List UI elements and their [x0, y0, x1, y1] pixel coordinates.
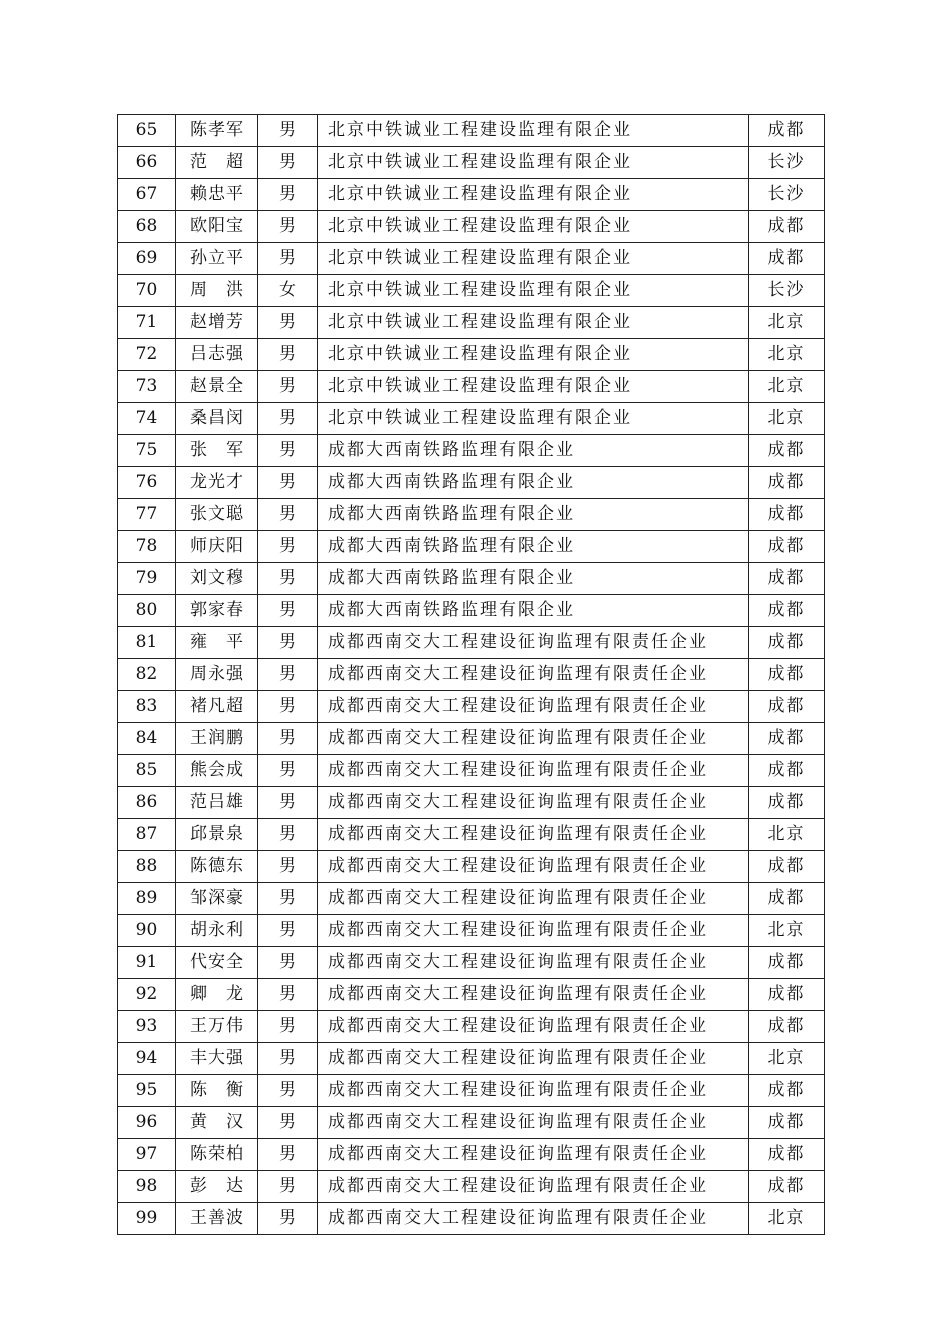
person-name-cell: 黄 汉 — [176, 1107, 258, 1139]
table-row — [118, 339, 825, 371]
row-number-cell: 95 — [118, 1075, 176, 1107]
gender-cell: 男 — [258, 403, 318, 435]
company-cell: 成都西南交大工程建设征询监理有限责任企业 — [318, 787, 749, 819]
company-cell: 成都西南交大工程建设征询监理有限责任企业 — [318, 883, 749, 915]
gender-cell: 男 — [258, 1171, 318, 1203]
row-number-cell: 98 — [118, 1171, 176, 1203]
city-cell: 北京 — [749, 371, 825, 403]
person-name-cell: 陈孝军 — [176, 115, 258, 147]
table-row — [118, 1043, 825, 1075]
table-row — [118, 1075, 825, 1107]
person-name-cell: 卿 龙 — [176, 979, 258, 1011]
gender-cell: 男 — [258, 147, 318, 179]
company-cell: 北京中铁诚业工程建设监理有限企业 — [318, 147, 749, 179]
row-number-cell: 85 — [118, 755, 176, 787]
row-number-cell: 91 — [118, 947, 176, 979]
row-number-cell: 67 — [118, 179, 176, 211]
table-row — [118, 883, 825, 915]
row-number-cell: 69 — [118, 243, 176, 275]
person-name-cell: 张 军 — [176, 435, 258, 467]
company-cell: 北京中铁诚业工程建设监理有限企业 — [318, 211, 749, 243]
person-name-cell: 熊会成 — [176, 755, 258, 787]
person-name-cell: 周永强 — [176, 659, 258, 691]
person-name-cell: 丰大强 — [176, 1043, 258, 1075]
table-row — [118, 275, 825, 307]
person-name-cell: 陈 衡 — [176, 1075, 258, 1107]
company-cell: 北京中铁诚业工程建设监理有限企业 — [318, 339, 749, 371]
row-number-cell: 79 — [118, 563, 176, 595]
city-cell: 成都 — [749, 723, 825, 755]
person-name-cell: 代安全 — [176, 947, 258, 979]
gender-cell: 男 — [258, 883, 318, 915]
city-cell: 成都 — [749, 595, 825, 627]
person-name-cell: 陈德东 — [176, 851, 258, 883]
table-row — [118, 915, 825, 947]
gender-cell: 男 — [258, 755, 318, 787]
row-number-cell: 97 — [118, 1139, 176, 1171]
person-name-cell: 邹深豪 — [176, 883, 258, 915]
city-cell: 北京 — [749, 339, 825, 371]
person-name-cell: 王润鹏 — [176, 723, 258, 755]
gender-cell: 男 — [258, 819, 318, 851]
city-cell: 成都 — [749, 851, 825, 883]
row-number-cell: 90 — [118, 915, 176, 947]
person-name-cell: 桑昌闵 — [176, 403, 258, 435]
company-cell: 成都大西南铁路监理有限企业 — [318, 467, 749, 499]
gender-cell: 男 — [258, 627, 318, 659]
company-cell: 成都西南交大工程建设征询监理有限责任企业 — [318, 979, 749, 1011]
company-cell: 成都西南交大工程建设征询监理有限责任企业 — [318, 659, 749, 691]
city-cell: 成都 — [749, 243, 825, 275]
person-name-cell: 王善波 — [176, 1203, 258, 1235]
row-number-cell: 89 — [118, 883, 176, 915]
city-cell: 成都 — [749, 115, 825, 147]
table-row — [118, 1171, 825, 1203]
person-name-cell: 吕志强 — [176, 339, 258, 371]
company-cell: 成都大西南铁路监理有限企业 — [318, 499, 749, 531]
person-name-cell: 范 超 — [176, 147, 258, 179]
city-cell: 北京 — [749, 403, 825, 435]
company-cell: 成都大西南铁路监理有限企业 — [318, 563, 749, 595]
city-cell: 成都 — [749, 979, 825, 1011]
gender-cell: 男 — [258, 211, 318, 243]
table-row — [118, 403, 825, 435]
row-number-cell: 70 — [118, 275, 176, 307]
table-row — [118, 435, 825, 467]
person-name-cell: 欧阳宝 — [176, 211, 258, 243]
row-number-cell: 72 — [118, 339, 176, 371]
table-row — [118, 723, 825, 755]
table-row — [118, 595, 825, 627]
city-cell: 成都 — [749, 563, 825, 595]
gender-cell: 男 — [258, 691, 318, 723]
city-cell: 成都 — [749, 499, 825, 531]
gender-cell: 男 — [258, 243, 318, 275]
city-cell: 北京 — [749, 915, 825, 947]
row-number-cell: 87 — [118, 819, 176, 851]
row-number-cell: 71 — [118, 307, 176, 339]
company-cell: 成都大西南铁路监理有限企业 — [318, 531, 749, 563]
gender-cell: 男 — [258, 371, 318, 403]
company-cell: 成都西南交大工程建设征询监理有限责任企业 — [318, 755, 749, 787]
gender-cell: 男 — [258, 947, 318, 979]
gender-cell: 女 — [258, 275, 318, 307]
person-name-cell: 郭家春 — [176, 595, 258, 627]
table-row — [118, 627, 825, 659]
company-cell: 成都西南交大工程建设征询监理有限责任企业 — [318, 947, 749, 979]
company-cell: 成都西南交大工程建设征询监理有限责任企业 — [318, 851, 749, 883]
company-cell: 成都西南交大工程建设征询监理有限责任企业 — [318, 1011, 749, 1043]
table-row — [118, 851, 825, 883]
roster-table — [117, 114, 825, 1235]
roster-table-body — [118, 115, 825, 1235]
gender-cell: 男 — [258, 979, 318, 1011]
company-cell: 成都西南交大工程建设征询监理有限责任企业 — [318, 691, 749, 723]
table-row — [118, 371, 825, 403]
person-name-cell: 刘文穆 — [176, 563, 258, 595]
gender-cell: 男 — [258, 1107, 318, 1139]
gender-cell: 男 — [258, 499, 318, 531]
table-row — [118, 211, 825, 243]
person-name-cell: 师庆阳 — [176, 531, 258, 563]
table-row — [118, 1011, 825, 1043]
row-number-cell: 84 — [118, 723, 176, 755]
person-name-cell: 邱景泉 — [176, 819, 258, 851]
city-cell: 长沙 — [749, 147, 825, 179]
row-number-cell: 80 — [118, 595, 176, 627]
gender-cell: 男 — [258, 115, 318, 147]
company-cell: 北京中铁诚业工程建设监理有限企业 — [318, 275, 749, 307]
person-name-cell: 周 洪 — [176, 275, 258, 307]
city-cell: 成都 — [749, 1171, 825, 1203]
row-number-cell: 83 — [118, 691, 176, 723]
person-name-cell: 赵景全 — [176, 371, 258, 403]
city-cell: 北京 — [749, 1043, 825, 1075]
row-number-cell: 88 — [118, 851, 176, 883]
table-row — [118, 1203, 825, 1235]
person-name-cell: 雍 平 — [176, 627, 258, 659]
gender-cell: 男 — [258, 435, 318, 467]
table-row — [118, 819, 825, 851]
company-cell: 成都西南交大工程建设征询监理有限责任企业 — [318, 1171, 749, 1203]
gender-cell: 男 — [258, 467, 318, 499]
row-number-cell: 75 — [118, 435, 176, 467]
company-cell: 北京中铁诚业工程建设监理有限企业 — [318, 371, 749, 403]
table-row — [118, 947, 825, 979]
table-row — [118, 179, 825, 211]
table-row — [118, 467, 825, 499]
row-number-cell: 74 — [118, 403, 176, 435]
city-cell: 成都 — [749, 691, 825, 723]
table-row — [118, 147, 825, 179]
city-cell: 成都 — [749, 947, 825, 979]
gender-cell: 男 — [258, 595, 318, 627]
row-number-cell: 96 — [118, 1107, 176, 1139]
company-cell: 成都大西南铁路监理有限企业 — [318, 595, 749, 627]
table-row — [118, 243, 825, 275]
table-row — [118, 691, 825, 723]
row-number-cell: 99 — [118, 1203, 176, 1235]
row-number-cell: 93 — [118, 1011, 176, 1043]
company-cell: 成都西南交大工程建设征询监理有限责任企业 — [318, 915, 749, 947]
gender-cell: 男 — [258, 531, 318, 563]
row-number-cell: 65 — [118, 115, 176, 147]
table-row — [118, 755, 825, 787]
city-cell: 长沙 — [749, 275, 825, 307]
table-row — [118, 531, 825, 563]
gender-cell: 男 — [258, 1011, 318, 1043]
company-cell: 北京中铁诚业工程建设监理有限企业 — [318, 243, 749, 275]
row-number-cell: 77 — [118, 499, 176, 531]
gender-cell: 男 — [258, 179, 318, 211]
city-cell: 成都 — [749, 467, 825, 499]
gender-cell: 男 — [258, 1075, 318, 1107]
city-cell: 成都 — [749, 531, 825, 563]
company-cell: 成都西南交大工程建设征询监理有限责任企业 — [318, 1075, 749, 1107]
row-number-cell: 94 — [118, 1043, 176, 1075]
person-name-cell: 赖忠平 — [176, 179, 258, 211]
city-cell: 北京 — [749, 819, 825, 851]
table-row — [118, 307, 825, 339]
city-cell: 成都 — [749, 787, 825, 819]
gender-cell: 男 — [258, 723, 318, 755]
city-cell: 成都 — [749, 1075, 825, 1107]
row-number-cell: 92 — [118, 979, 176, 1011]
company-cell: 北京中铁诚业工程建设监理有限企业 — [318, 307, 749, 339]
table-row — [118, 1139, 825, 1171]
person-name-cell: 张文聪 — [176, 499, 258, 531]
city-cell: 长沙 — [749, 179, 825, 211]
company-cell: 北京中铁诚业工程建设监理有限企业 — [318, 403, 749, 435]
person-name-cell: 范吕雄 — [176, 787, 258, 819]
gender-cell: 男 — [258, 1043, 318, 1075]
gender-cell: 男 — [258, 339, 318, 371]
table-row — [118, 787, 825, 819]
gender-cell: 男 — [258, 851, 318, 883]
table-row — [118, 499, 825, 531]
gender-cell: 男 — [258, 563, 318, 595]
table-row — [118, 115, 825, 147]
company-cell: 成都西南交大工程建设征询监理有限责任企业 — [318, 723, 749, 755]
company-cell: 成都西南交大工程建设征询监理有限责任企业 — [318, 1043, 749, 1075]
city-cell: 北京 — [749, 307, 825, 339]
gender-cell: 男 — [258, 1203, 318, 1235]
city-cell: 成都 — [749, 627, 825, 659]
person-name-cell: 孙立平 — [176, 243, 258, 275]
row-number-cell: 81 — [118, 627, 176, 659]
city-cell: 成都 — [749, 435, 825, 467]
person-name-cell: 陈荣柏 — [176, 1139, 258, 1171]
gender-cell: 男 — [258, 659, 318, 691]
company-cell: 成都大西南铁路监理有限企业 — [318, 435, 749, 467]
table-row — [118, 1107, 825, 1139]
row-number-cell: 66 — [118, 147, 176, 179]
gender-cell: 男 — [258, 787, 318, 819]
company-cell: 成都西南交大工程建设征询监理有限责任企业 — [318, 1139, 749, 1171]
row-number-cell: 76 — [118, 467, 176, 499]
gender-cell: 男 — [258, 307, 318, 339]
row-number-cell: 78 — [118, 531, 176, 563]
person-name-cell: 王万伟 — [176, 1011, 258, 1043]
row-number-cell: 68 — [118, 211, 176, 243]
city-cell: 成都 — [749, 1107, 825, 1139]
company-cell: 成都西南交大工程建设征询监理有限责任企业 — [318, 627, 749, 659]
company-cell: 北京中铁诚业工程建设监理有限企业 — [318, 179, 749, 211]
city-cell: 成都 — [749, 1139, 825, 1171]
company-cell: 北京中铁诚业工程建设监理有限企业 — [318, 115, 749, 147]
city-cell: 成都 — [749, 211, 825, 243]
person-name-cell: 龙光才 — [176, 467, 258, 499]
row-number-cell: 82 — [118, 659, 176, 691]
table-row — [118, 979, 825, 1011]
gender-cell: 男 — [258, 915, 318, 947]
company-cell: 成都西南交大工程建设征询监理有限责任企业 — [318, 1203, 749, 1235]
row-number-cell: 86 — [118, 787, 176, 819]
city-cell: 成都 — [749, 755, 825, 787]
city-cell: 北京 — [749, 1203, 825, 1235]
person-name-cell: 胡永利 — [176, 915, 258, 947]
gender-cell: 男 — [258, 1139, 318, 1171]
company-cell: 成都西南交大工程建设征询监理有限责任企业 — [318, 1107, 749, 1139]
table-row — [118, 659, 825, 691]
person-name-cell: 褚凡超 — [176, 691, 258, 723]
table-row — [118, 563, 825, 595]
company-cell: 成都西南交大工程建设征询监理有限责任企业 — [318, 819, 749, 851]
person-name-cell: 赵增芳 — [176, 307, 258, 339]
city-cell: 成都 — [749, 883, 825, 915]
city-cell: 成都 — [749, 1011, 825, 1043]
row-number-cell: 73 — [118, 371, 176, 403]
person-name-cell: 彭 达 — [176, 1171, 258, 1203]
city-cell: 成都 — [749, 659, 825, 691]
